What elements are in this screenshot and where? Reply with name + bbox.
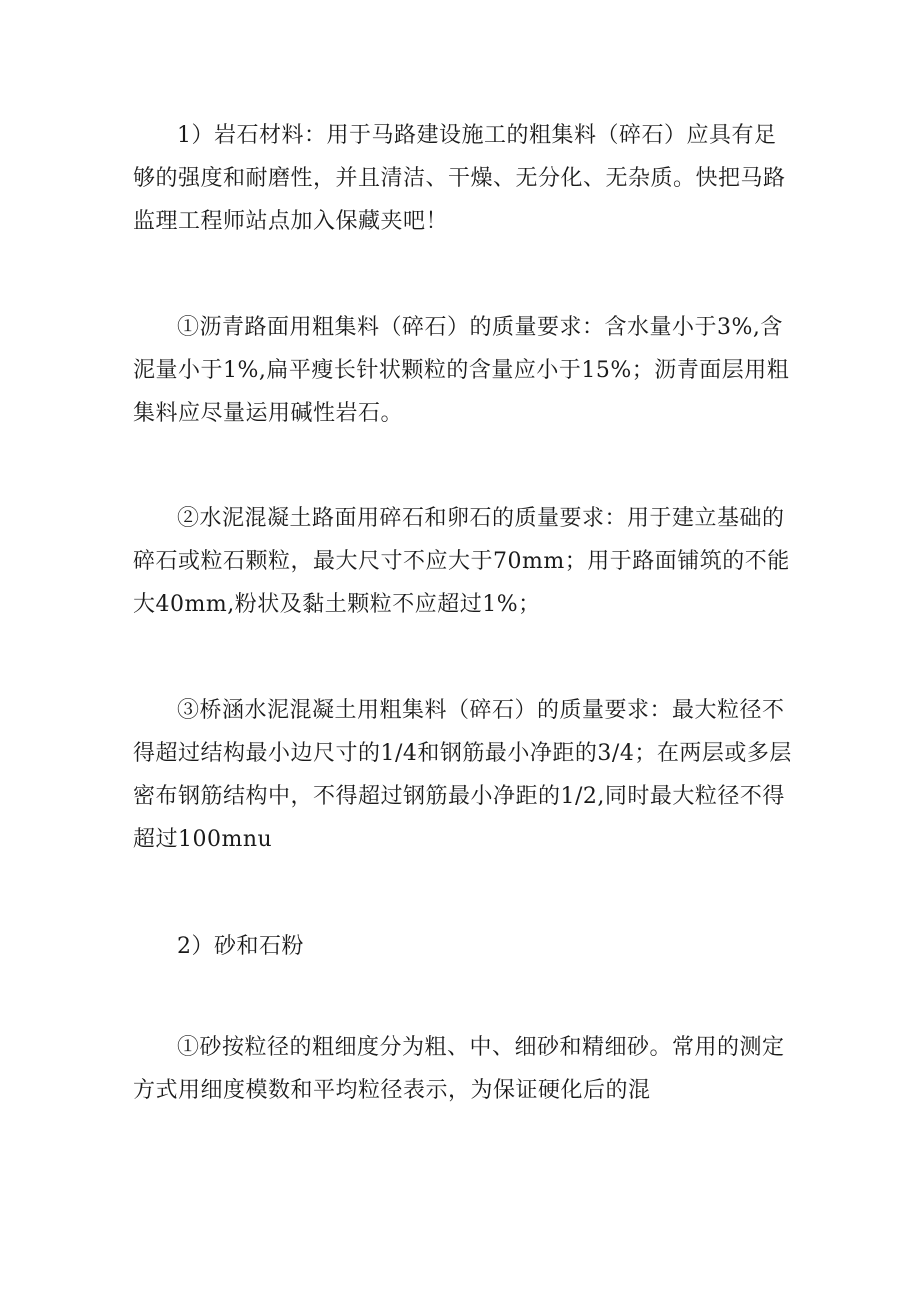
paragraph-rock-material: 1）岩石材料：用于马路建设施工的粗集料（碎石）应具有足够的强度和耐磨性，并且清洁、干燥、无分化、无杂质。快把马路监理工程师站点加入保藏夹吧！: [133, 123, 786, 234]
paragraph-cement-concrete-aggregate: ②水泥混凝土路面用碎石和卵石的质量要求：用于建立基础的碎石或粒石颗粒，最大尺寸不应大于70mm；用于路面铺筑的不能大40mm,粉状及黏土颗粒不应超过1%；: [133, 506, 790, 617]
paragraph-asphalt-aggregate: ①沥青路面用粗集料（碎石）的质量要求：含水量小于3%,含泥量小于1%,扁平瘦长针状颗粒的含量应小于15%；沥青面层用粗集料应尽量运用碱性岩石。: [133, 315, 790, 426]
paragraph-sand-grading: ①砂按粒径的粗细度分为粗、中、细砂和精细砂。常用的测定方式用细度模数和平均粒径表示，为保证硬化后的混: [133, 1035, 785, 1103]
section-heading-sand-stone-powder: 2）砂和石粉: [177, 934, 304, 959]
paragraph-bridge-concrete-aggregate: ③桥涵水泥混凝土用粗集料（碎石）的质量要求：最大粒径不得超过结构最小边尺寸的1/4和钢筋最小净距的3/4；在两层或多层密布钢筋结构中，不得超过钢筋最小净距的1/2,同时最大粒径不得超过100mnu: [133, 698, 792, 852]
